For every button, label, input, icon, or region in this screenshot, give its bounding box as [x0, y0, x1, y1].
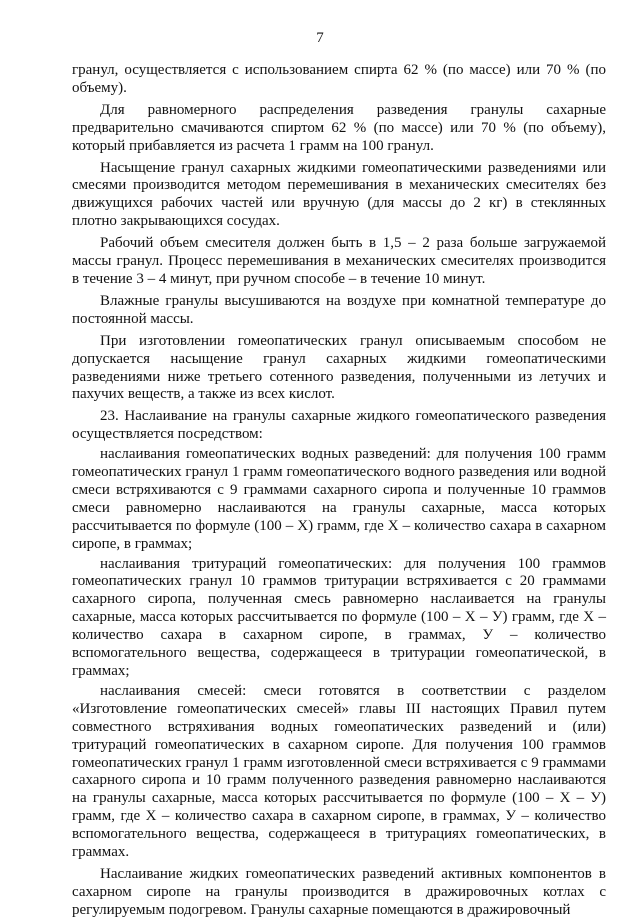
- page-number: 7: [316, 30, 324, 46]
- paragraph-9: наслаивания тритураций гомеопатических: для получения 100 граммов гомеопатических гранул 10 граммов тритурации встряхивается с 20 граммами сахарного сиропа, полученная смесь равномерно наслаивается на гранулы сахарные, масса которых рассчитывается по формуле (100 – Х – У) грамм, где Х – количество сахара в сахарном сиропе, в граммах, У – количество вспомогательного вещества, содержащееся в тритурации гомеопатической, в граммах;: [72, 555, 606, 679]
- document-body: [72, 62, 606, 924]
- paragraph-8: наслаивания гомеопатических водных разведений: для получения 100 грамм гомеопатических гранул 1 грамм гомеопатического водного разведения или водной смеси встряхиваются с 9 граммами сахарного сиропа и полученные 10 граммов смеси равномерно наслаиваются на гранулы сахарные, масса которых рассчитывается по формуле (100 – Х) грамм, где Х – количество сахара в сахарном сиропе, в граммах;: [72, 446, 606, 552]
- paragraph-4: Рабочий объем смесителя должен быть в 1,5 – 2 раза больше загружаемой массы гранул. Процесс перемешивания в механических смесителях производится в течение 3 – 4 минут, при ручном способе – в течение 10 минут.: [72, 235, 606, 287]
- paragraph-3: Насыщение гранул сахарных жидкими гомеопатическими разведениями или смесями производится методом перемешивания в механических смесителях без движущихся рабочих частей или вручную (для массы до 2 кг) в стеклянных плотно закрывающихся сосудах.: [72, 159, 606, 230]
- paragraph-5: Влажные гранулы высушиваются на воздухе при комнатной температуре до постоянной массы.: [72, 292, 606, 327]
- paragraph-10: наслаивания смесей: смеси готовятся в соответствии с разделом «Изготовление гомеопатических смесей» главы III настоящих Правил путем совместного встряхивания водных гомеопатических разведений и (или) тритураций гомеопатических в сахарном сиропе. Для получения 100 граммов гомеопатических гранул 1 грамм изготовленной смеси встряхивается с 9 граммами сахарного сиропа и 10 грамм полученного разведения равномерно наслаиваются на гранулы сахарные, масса которых рассчитывается по формуле (100 – Х – У) грамм, где Х – количество сахара в сахарном сиропе, в граммах, У – количество вспомогательного вещества, содержащееся в тритурациях гомеопатических, в граммах.: [72, 682, 606, 861]
- paragraph-6: При изготовлении гомеопатических гранул описываемым способом не допускается насыщение гранул сахарных жидкими гомеопатическими разведениями ниже третьего сотенного разведения, полученными из летучих и пахучих веществ, а также из всех кислот.: [72, 332, 606, 403]
- paragraph-1: гранул, осуществляется с использованием спирта 62 % (по массе) или 70 % (по объему).: [72, 62, 606, 96]
- paragraph-2: Для равномерного распределения разведения гранулы сахарные предварительно смачиваются спиртом 62 % (по массе) или 70 % (по объему), который прибавляется из расчета 1 грамм на 100 гранул.: [72, 101, 606, 154]
- paragraph-11: Наслаивание жидких гомеопатических разведений активных компонентов в сахарном сиропе на гранулы производится в дражировочных котлах с регулируемым подогревом. Гранулы сахарные помещаются в дражировочный: [72, 865, 606, 918]
- paragraph-7: 23. Наслаивание на гранулы сахарные жидкого гомеопатического разведения осуществляется посредством:: [72, 408, 606, 443]
